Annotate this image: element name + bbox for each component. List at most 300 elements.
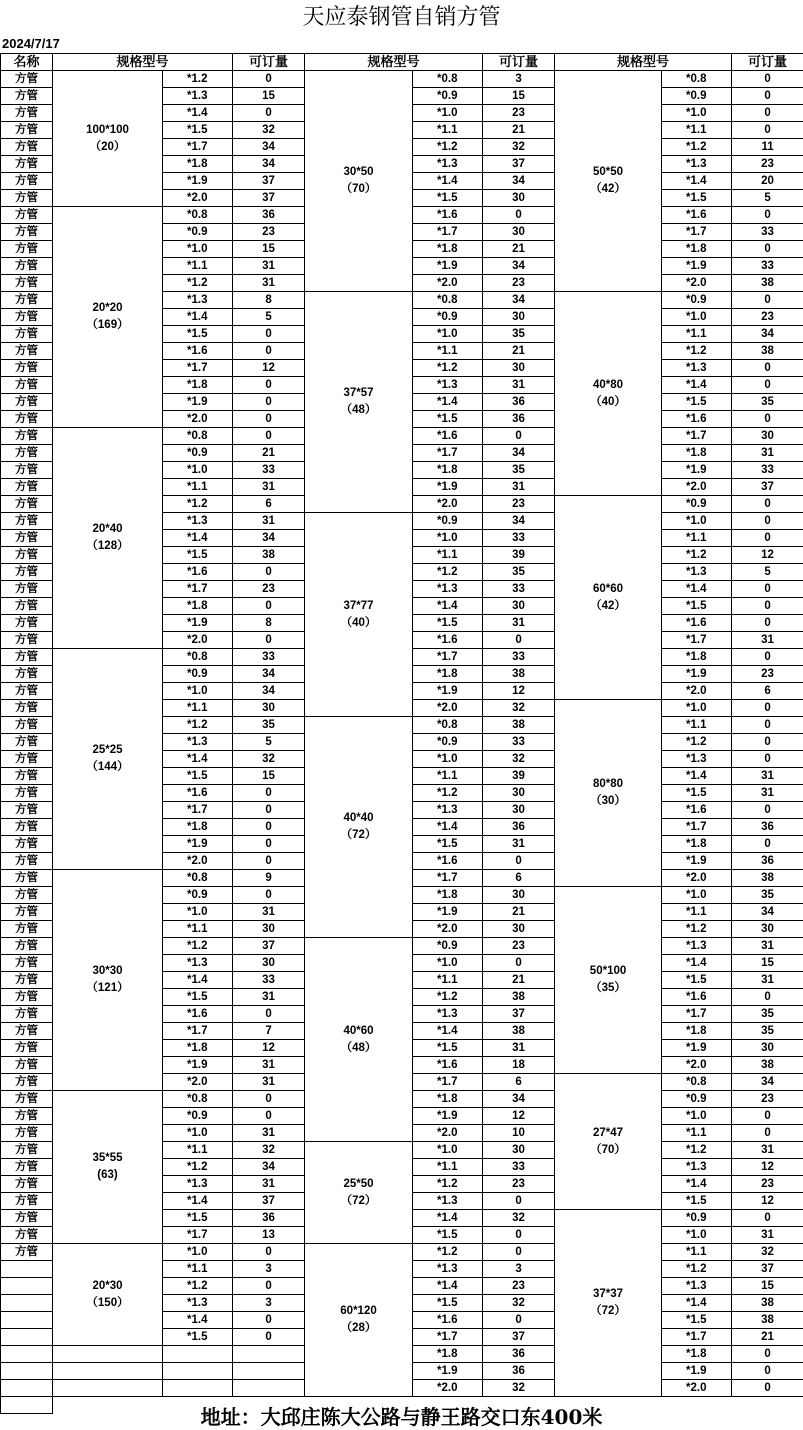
qty-cell: 38 <box>732 1295 803 1312</box>
qty-cell: 31 <box>732 1227 803 1244</box>
name-cell: 方管 <box>1 802 53 819</box>
qty-cell: 0 <box>732 292 803 309</box>
size-total: （35） <box>590 982 626 994</box>
thickness-cell: *1.3 <box>662 1159 732 1176</box>
size-label: 20*40 <box>92 523 123 535</box>
thickness-cell: *1.0 <box>662 105 732 122</box>
thickness-cell: *2.0 <box>662 1057 732 1074</box>
thickness-cell: *1.1 <box>413 1159 483 1176</box>
qty-cell: 0 <box>732 836 803 853</box>
thickness-cell: *1.4 <box>413 173 483 190</box>
thickness-cell: *1.9 <box>662 666 732 683</box>
thickness-cell: *1.5 <box>662 394 732 411</box>
qty-cell: 30 <box>233 921 305 938</box>
qty-cell: 13 <box>233 1227 305 1244</box>
qty-cell: 31 <box>233 1057 305 1074</box>
thickness-cell: *1.8 <box>163 819 233 836</box>
qty-cell: 0 <box>732 802 803 819</box>
thickness-cell: *0.9 <box>662 1210 732 1227</box>
size-label: 40*80 <box>593 378 624 391</box>
qty-cell: 31 <box>483 836 555 853</box>
qty-cell: 3 <box>233 1295 305 1312</box>
thickness-cell: *1.1 <box>163 700 233 717</box>
thickness-cell: *1.1 <box>662 904 732 921</box>
thickness-cell: *1.8 <box>163 377 233 394</box>
thickness-cell: *1.2 <box>413 564 483 581</box>
thickness-cell: *1.9 <box>163 836 233 853</box>
thickness-cell: *1.1 <box>163 1261 233 1278</box>
size-label: 20*30 <box>92 1279 123 1292</box>
empty-cell <box>53 1346 163 1363</box>
thickness-cell: *1.0 <box>413 955 483 972</box>
thickness-cell: *1.3 <box>413 1193 483 1210</box>
qty-cell: 38 <box>732 275 803 292</box>
thickness-cell: *0.9 <box>413 513 483 530</box>
empty-cell <box>1 1363 53 1380</box>
thickness-cell: *1.5 <box>662 1193 732 1210</box>
thickness-cell: *1.1 <box>413 972 483 989</box>
qty-cell: 10 <box>483 1125 555 1142</box>
thickness-cell: *1.1 <box>662 530 732 547</box>
qty-cell: 34 <box>233 683 305 700</box>
qty-cell: 36 <box>483 1346 555 1363</box>
thickness-cell: *1.4 <box>413 1210 483 1227</box>
name-cell: 方管 <box>1 411 53 428</box>
name-cell: 方管 <box>1 564 53 581</box>
thickness-cell: *1.5 <box>413 411 483 428</box>
thickness-cell: *1.6 <box>662 989 732 1006</box>
qty-cell: 6 <box>483 870 555 887</box>
qty-cell: 37 <box>732 1261 803 1278</box>
thickness-cell: *1.4 <box>662 581 732 598</box>
name-cell: 方管 <box>1 445 53 462</box>
thickness-cell: *1.0 <box>413 530 483 547</box>
qty-cell: 15 <box>233 88 305 105</box>
qty-cell: 37 <box>233 190 305 207</box>
thickness-cell: *1.0 <box>413 1142 483 1159</box>
thickness-cell: *1.6 <box>163 564 233 581</box>
thickness-cell: *1.1 <box>413 768 483 785</box>
thickness-cell: *1.3 <box>413 377 483 394</box>
name-cell: 方管 <box>1 530 53 547</box>
thickness-cell: *1.2 <box>662 343 732 360</box>
thickness-cell: *1.9 <box>413 258 483 275</box>
thickness-cell: *1.0 <box>662 309 732 326</box>
thickness-cell: *1.4 <box>163 1193 233 1210</box>
stock-table <box>0 53 803 1414</box>
qty-cell: 0 <box>233 785 305 802</box>
empty-cell <box>1 1278 53 1295</box>
qty-cell: 31 <box>483 1040 555 1057</box>
qty-cell: 0 <box>233 598 305 615</box>
name-cell: 方管 <box>1 513 53 530</box>
name-cell: 方管 <box>1 1040 53 1057</box>
name-cell: 方管 <box>1 1193 53 1210</box>
name-cell: 方管 <box>1 700 53 717</box>
qty-cell: 0 <box>233 1244 305 1261</box>
name-cell: 方管 <box>1 428 53 445</box>
thickness-cell: *2.0 <box>662 683 732 700</box>
thickness-cell: *1.6 <box>413 853 483 870</box>
name-cell: 方管 <box>1 1159 53 1176</box>
thickness-cell: *1.6 <box>413 428 483 445</box>
thickness-cell: *1.1 <box>413 122 483 139</box>
qty-cell: 36 <box>483 1363 555 1380</box>
qty-cell: 0 <box>483 207 555 224</box>
qty-cell: 31 <box>233 1125 305 1142</box>
empty-cell <box>1 1312 53 1329</box>
thickness-cell: *1.5 <box>413 190 483 207</box>
thickness-cell: *1.4 <box>662 1176 732 1193</box>
thickness-cell: *2.0 <box>413 921 483 938</box>
name-cell: 方管 <box>1 632 53 649</box>
thickness-cell: *1.9 <box>413 479 483 496</box>
qty-cell: 35 <box>732 394 803 411</box>
name-cell: 方管 <box>1 343 53 360</box>
size-cell <box>53 428 163 649</box>
qty-cell: 0 <box>483 428 555 445</box>
thickness-cell: *1.5 <box>163 1210 233 1227</box>
qty-cell: 0 <box>732 513 803 530</box>
thickness-cell: *1.5 <box>662 1312 732 1329</box>
thickness-cell: *1.0 <box>163 1244 233 1261</box>
thickness-cell: *1.1 <box>163 479 233 496</box>
thickness-cell: *1.7 <box>413 870 483 887</box>
name-cell: 方管 <box>1 768 53 785</box>
thickness-cell: *1.0 <box>413 326 483 343</box>
name-cell: 方管 <box>1 751 53 768</box>
thickness-cell: *1.2 <box>662 1261 732 1278</box>
name-cell: 方管 <box>1 156 53 173</box>
size-label: 27*47 <box>593 1126 624 1139</box>
qty-cell: 33 <box>732 224 803 241</box>
thickness-cell: *0.9 <box>662 88 732 105</box>
thickness-cell: *1.7 <box>163 1023 233 1040</box>
thickness-cell: *1.0 <box>413 751 483 768</box>
size-label: 80*80 <box>593 778 624 790</box>
qty-cell: 32 <box>483 751 555 768</box>
header-qty: 可订量 <box>233 54 305 71</box>
qty-cell: 30 <box>483 598 555 615</box>
size-total: （42） <box>590 183 626 195</box>
empty-cell <box>1 1261 53 1278</box>
thickness-cell: *1.8 <box>413 887 483 904</box>
empty-cell <box>233 1363 305 1380</box>
thickness-cell: *1.1 <box>413 343 483 360</box>
name-cell: 方管 <box>1 1210 53 1227</box>
qty-cell: 3 <box>483 1261 555 1278</box>
qty-cell: 38 <box>483 666 555 683</box>
thickness-cell: *1.2 <box>413 1244 483 1261</box>
qty-cell: 0 <box>732 1346 803 1363</box>
qty-cell: 34 <box>483 445 555 462</box>
name-cell: 方管 <box>1 989 53 1006</box>
thickness-cell: *1.2 <box>662 547 732 564</box>
thickness-cell: *1.0 <box>163 683 233 700</box>
qty-cell: 0 <box>233 1329 305 1346</box>
size-label: 40*60 <box>343 1024 374 1037</box>
thickness-cell: *1.3 <box>163 88 233 105</box>
name-cell: 方管 <box>1 88 53 105</box>
thickness-cell: *0.8 <box>163 207 233 224</box>
thickness-cell: *1.7 <box>413 649 483 666</box>
qty-cell: 33 <box>483 530 555 547</box>
address-footer: 地址：大邱庄陈大公路与静王路交口东400米 <box>200 1405 603 1429</box>
qty-cell: 23 <box>483 105 555 122</box>
thickness-cell: *1.7 <box>662 224 732 241</box>
thickness-cell: *2.0 <box>163 190 233 207</box>
qty-cell: 21 <box>483 241 555 258</box>
thickness-cell: *2.0 <box>413 275 483 292</box>
qty-cell: 0 <box>233 1006 305 1023</box>
qty-cell: 0 <box>732 989 803 1006</box>
thickness-cell: *1.8 <box>413 1346 483 1363</box>
qty-cell: 33 <box>233 462 305 479</box>
size-total: （150） <box>86 1296 129 1309</box>
qty-cell: 39 <box>483 547 555 564</box>
qty-cell: 31 <box>483 479 555 496</box>
size-cell <box>305 717 413 938</box>
name-cell: 方管 <box>1 921 53 938</box>
name-cell: 方管 <box>1 326 53 343</box>
thickness-cell: *1.7 <box>662 428 732 445</box>
qty-cell: 35 <box>732 1023 803 1040</box>
thickness-cell: *1.0 <box>662 513 732 530</box>
qty-cell: 37 <box>483 1006 555 1023</box>
size-cell <box>53 71 163 207</box>
qty-cell: 33 <box>483 581 555 598</box>
header-spec: 规格型号 <box>555 54 732 71</box>
name-cell: 方管 <box>1 887 53 904</box>
qty-cell: 0 <box>233 802 305 819</box>
qty-cell: 0 <box>732 700 803 717</box>
date-label: 2024/7/17 <box>2 36 60 51</box>
size-total: （169） <box>86 319 129 331</box>
thickness-cell: *1.7 <box>163 581 233 598</box>
qty-cell: 0 <box>732 377 803 394</box>
name-cell: 方管 <box>1 105 53 122</box>
qty-cell: 30 <box>732 921 803 938</box>
thickness-cell: *1.9 <box>662 258 732 275</box>
name-cell: 方管 <box>1 972 53 989</box>
thickness-cell: *1.2 <box>163 1159 233 1176</box>
thickness-cell: *1.7 <box>413 1074 483 1091</box>
size-total: （72） <box>340 829 377 841</box>
thickness-cell: *1.3 <box>413 581 483 598</box>
qty-cell: 32 <box>483 1295 555 1312</box>
qty-cell: 32 <box>233 751 305 768</box>
thickness-cell: *2.0 <box>163 411 233 428</box>
name-cell: 方管 <box>1 122 53 139</box>
thickness-cell: *0.9 <box>662 1091 732 1108</box>
qty-cell: 0 <box>732 1210 803 1227</box>
qty-cell: 38 <box>732 1057 803 1074</box>
qty-cell: 0 <box>732 734 803 751</box>
qty-cell: 6 <box>233 496 305 513</box>
qty-cell: 21 <box>732 1329 803 1346</box>
qty-cell: 36 <box>483 394 555 411</box>
size-cell <box>53 649 163 870</box>
qty-cell: 32 <box>483 1210 555 1227</box>
qty-cell: 0 <box>732 581 803 598</box>
name-cell: 方管 <box>1 1091 53 1108</box>
thickness-cell: *0.8 <box>163 1091 233 1108</box>
empty-cell <box>1 1380 53 1397</box>
qty-cell: 23 <box>483 1176 555 1193</box>
qty-cell: 23 <box>233 224 305 241</box>
page-title: 天应泰钢管自销方管 <box>302 5 501 30</box>
thickness-cell: *1.8 <box>163 1040 233 1057</box>
qty-cell: 31 <box>233 513 305 530</box>
qty-cell: 0 <box>732 598 803 615</box>
qty-cell: 12 <box>233 360 305 377</box>
qty-cell: 0 <box>233 377 305 394</box>
qty-cell: 0 <box>732 751 803 768</box>
qty-cell: 34 <box>483 513 555 530</box>
size-label: 50*100 <box>589 965 627 977</box>
qty-cell: 39 <box>483 768 555 785</box>
thickness-cell: *1.7 <box>662 819 732 836</box>
thickness-cell: *1.8 <box>413 666 483 683</box>
thickness-cell: *1.7 <box>163 139 233 156</box>
qty-cell: 31 <box>233 1176 305 1193</box>
qty-cell: 20 <box>732 173 803 190</box>
qty-cell: 15 <box>233 768 305 785</box>
qty-cell: 37 <box>233 938 305 955</box>
name-cell: 方管 <box>1 615 53 632</box>
table-row <box>1 1244 803 1261</box>
qty-cell: 0 <box>732 717 803 734</box>
name-cell: 方管 <box>1 1108 53 1125</box>
qty-cell: 0 <box>732 360 803 377</box>
qty-cell: 0 <box>732 1108 803 1125</box>
qty-cell: 30 <box>483 887 555 904</box>
thickness-cell: *1.5 <box>163 547 233 564</box>
name-cell: 方管 <box>1 649 53 666</box>
thickness-cell: *1.4 <box>662 768 732 785</box>
qty-cell: 32 <box>233 122 305 139</box>
qty-cell: 12 <box>233 1040 305 1057</box>
thickness-cell: *1.2 <box>413 139 483 156</box>
thickness-cell: *1.2 <box>163 717 233 734</box>
name-cell: 方管 <box>1 666 53 683</box>
thickness-cell: *1.5 <box>413 615 483 632</box>
qty-cell: 33 <box>483 649 555 666</box>
thickness-cell: *1.8 <box>662 241 732 258</box>
qty-cell: 34 <box>233 156 305 173</box>
qty-cell: 3 <box>233 1261 305 1278</box>
qty-cell: 36 <box>483 819 555 836</box>
qty-cell: 34 <box>233 139 305 156</box>
empty-cell <box>163 1380 233 1397</box>
thickness-cell: *1.4 <box>662 377 732 394</box>
qty-cell: 0 <box>233 836 305 853</box>
size-label: 60*120 <box>340 1305 377 1317</box>
thickness-cell: *0.8 <box>163 870 233 887</box>
thickness-cell: *2.0 <box>163 632 233 649</box>
name-cell: 方管 <box>1 904 53 921</box>
qty-cell: 36 <box>732 819 803 836</box>
thickness-cell: *1.5 <box>163 326 233 343</box>
empty-cell <box>233 1380 305 1397</box>
size-total: （42） <box>590 599 626 612</box>
thickness-cell: *1.9 <box>413 683 483 700</box>
qty-cell: 23 <box>732 309 803 326</box>
size-label: 40*40 <box>343 812 374 824</box>
qty-cell: 8 <box>233 615 305 632</box>
qty-cell: 0 <box>233 1312 305 1329</box>
thickness-cell: *1.9 <box>662 853 732 870</box>
qty-cell: 32 <box>732 1244 803 1261</box>
size-cell <box>53 207 163 428</box>
thickness-cell: *1.6 <box>662 207 732 224</box>
thickness-cell: *1.3 <box>163 734 233 751</box>
thickness-cell: *1.8 <box>163 598 233 615</box>
thickness-cell: *1.9 <box>163 394 233 411</box>
thickness-cell: *1.4 <box>163 309 233 326</box>
qty-cell: 34 <box>732 1074 803 1091</box>
qty-cell: 12 <box>732 547 803 564</box>
thickness-cell: *1.1 <box>662 717 732 734</box>
qty-cell: 35 <box>233 717 305 734</box>
thickness-cell: *1.1 <box>662 122 732 139</box>
qty-cell: 33 <box>233 649 305 666</box>
size-total: （28） <box>340 1322 377 1334</box>
size-total: （128） <box>86 540 129 552</box>
size-cell <box>555 292 662 496</box>
qty-cell: 31 <box>732 445 803 462</box>
thickness-cell: *0.9 <box>163 887 233 904</box>
qty-cell: 18 <box>483 1057 555 1074</box>
thickness-cell: *1.4 <box>662 173 732 190</box>
thickness-cell: *2.0 <box>163 1074 233 1091</box>
name-cell: 方管 <box>1 547 53 564</box>
size-total: (63) <box>97 1169 118 1181</box>
thickness-cell: *1.7 <box>163 1227 233 1244</box>
qty-cell: 0 <box>483 1193 555 1210</box>
qty-cell: 0 <box>233 343 305 360</box>
qty-cell: 35 <box>732 1006 803 1023</box>
thickness-cell: *1.7 <box>163 360 233 377</box>
size-label: 35*55 <box>92 1152 123 1164</box>
size-label: 50*50 <box>593 166 624 178</box>
thickness-cell: *1.7 <box>163 802 233 819</box>
empty-cell <box>1 1295 53 1312</box>
qty-cell: 33 <box>732 462 803 479</box>
thickness-cell: *1.6 <box>662 615 732 632</box>
empty-cell <box>1 1329 53 1346</box>
size-label: 25*25 <box>92 744 123 756</box>
qty-cell: 37 <box>483 156 555 173</box>
name-cell: 方管 <box>1 360 53 377</box>
thickness-cell: *1.5 <box>163 989 233 1006</box>
thickness-cell: *1.0 <box>662 887 732 904</box>
thickness-cell: *1.5 <box>413 1295 483 1312</box>
name-cell: 方管 <box>1 292 53 309</box>
qty-cell: 0 <box>233 326 305 343</box>
qty-cell: 15 <box>732 955 803 972</box>
thickness-cell: *1.6 <box>662 802 732 819</box>
thickness-cell: *1.4 <box>163 751 233 768</box>
size-cell <box>305 1142 413 1244</box>
thickness-cell: *0.9 <box>163 445 233 462</box>
qty-cell: 30 <box>233 700 305 717</box>
thickness-cell: *1.2 <box>662 139 732 156</box>
qty-cell: 0 <box>732 411 803 428</box>
qty-cell: 30 <box>483 785 555 802</box>
qty-cell: 12 <box>732 1193 803 1210</box>
qty-cell: 32 <box>233 1142 305 1159</box>
